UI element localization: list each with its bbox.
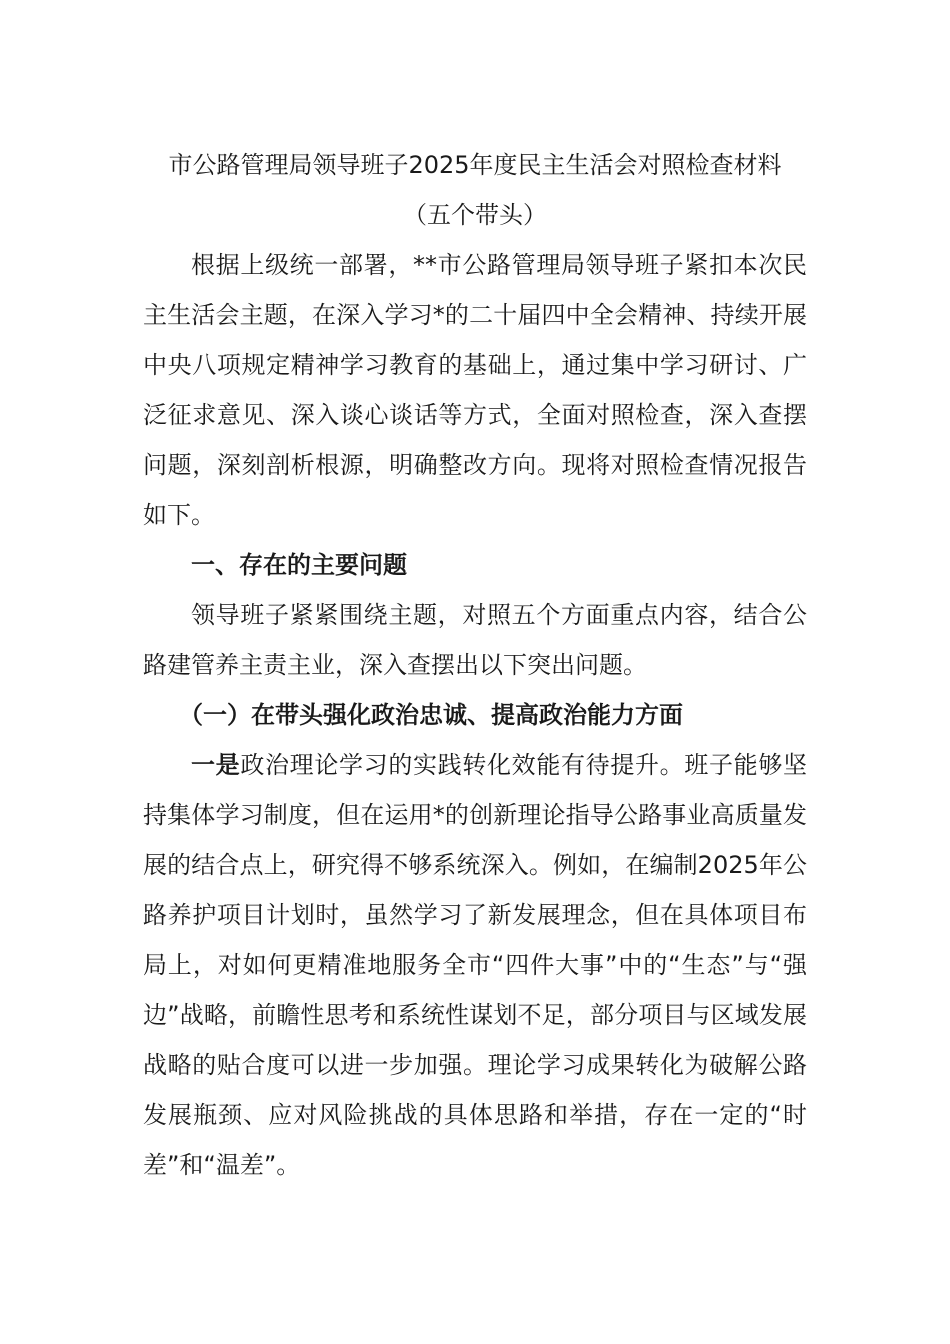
document-page	[143, 140, 807, 1190]
point-paragraph-1	[143, 740, 807, 1190]
section-heading-1: 一、存在的主要问题	[191, 551, 407, 579]
subsection-heading-1: （一）在带头强化政治忠诚、提高政治能力方面	[179, 701, 683, 729]
document-title: 市公路管理局领导班子2025年度民主生活会对照检查材料	[168, 151, 782, 179]
document-subtitle: （五个带头）	[403, 201, 547, 229]
point-lead: 一是	[191, 751, 241, 779]
section-intro-paragraph: 领导班子紧紧围绕主题，对照五个方面重点内容，结合公路建管养主责主业，深入查摆出以下突出问题。	[143, 601, 807, 679]
point-text: 政治理论学习的实践转化效能有待提升。班子能够坚持集体学习制度，但在运用*的创新理论指导公路事业高质量发展的结合点上，研究得不够系统深入。例如，在编制2025年公路养护项目计划时，虽然学习了新发展理念，但在具体项目布局上，对如何更精准地服务全市“四件大事”中的“生态”与“强边”战略，前瞻性思考和系统性谋划不足，部分项目与区域发展战略的贴合度可以进一步加强。理论学习成果转化为破解公路发展瓶颈、应对风险挑战的具体思路和举措，存在一定的“时差”和“温差”。	[143, 751, 808, 1179]
intro-paragraph: 根据上级统一部署，**市公路管理局领导班子紧扣本次民主生活会主题，在深入学习*的二十届四中全会精神、持续开展中央八项规定精神学习教育的基础上，通过集中学习研讨、广泛征求意见、深入谈心谈话等方式，全面对照检查，深入查摆问题，深刻剖析根源，明确整改方向。现将对照检查情况报告如下。	[143, 251, 807, 529]
